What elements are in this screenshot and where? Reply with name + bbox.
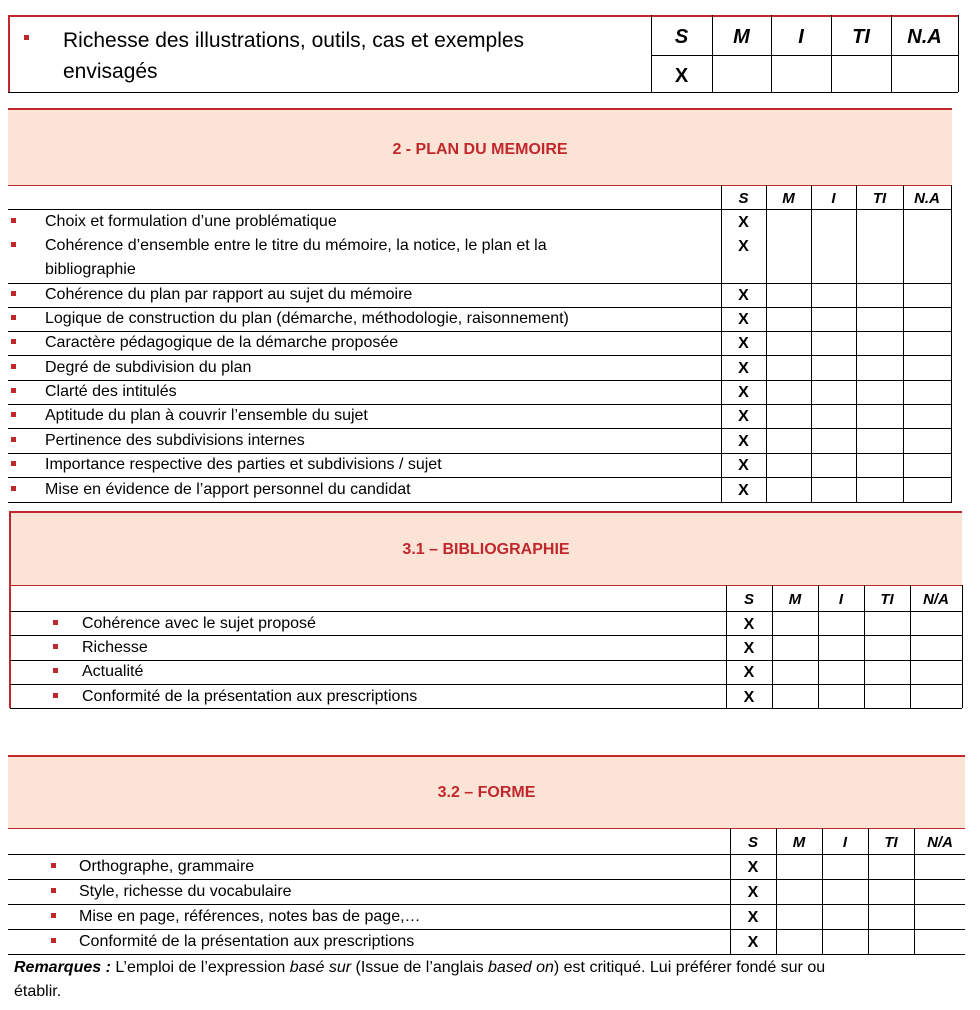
header-i: I <box>798 26 804 48</box>
header-i: I <box>831 190 836 207</box>
top-block-top-border <box>8 15 958 17</box>
remarks-italic-term: basé sur <box>289 959 352 976</box>
header-ti: TI <box>880 591 894 608</box>
mark-cell: X <box>747 934 759 951</box>
bullet-icon <box>11 461 16 466</box>
top-block-header-divider <box>651 55 958 56</box>
mark-cell: X <box>738 482 749 499</box>
header-s: S <box>674 26 689 48</box>
criterion-label: Cohérence du plan par rapport au sujet du mémoire <box>45 286 413 303</box>
bullet-icon <box>24 35 29 40</box>
grid-line <box>10 708 962 709</box>
grid-line <box>10 611 962 612</box>
criterion-label: Degré de subdivision du plan <box>45 359 252 376</box>
remarks-text: (Issue de l’anglais <box>351 959 489 976</box>
remarks-line2: établir. <box>14 983 62 1000</box>
bullet-icon <box>51 863 56 868</box>
header-ti: TI <box>884 834 898 851</box>
mark-cell: X <box>747 884 759 901</box>
header-i: I <box>842 834 848 851</box>
header-i: I <box>838 591 844 608</box>
bullet-icon <box>11 242 16 247</box>
grid-line <box>951 185 952 502</box>
grid-line <box>962 585 963 708</box>
bullet-icon <box>11 486 16 491</box>
header-m: M <box>788 591 802 608</box>
mark-cell: X <box>738 433 749 450</box>
bullet-icon <box>11 412 16 417</box>
top-block-left-border <box>8 15 10 92</box>
header-s: S <box>738 190 749 207</box>
header-na: N.A <box>914 190 940 207</box>
grid-line <box>958 15 959 92</box>
header-ti: TI <box>872 190 887 207</box>
mark-cell: X <box>738 457 749 474</box>
mark-cell: X <box>738 384 749 401</box>
criterion-label: Conformité de la présentation aux prescriptions <box>82 688 418 705</box>
bullet-icon <box>11 388 16 393</box>
bullet-icon <box>11 339 16 344</box>
bullet-icon <box>11 437 16 442</box>
section-top-border <box>9 511 962 513</box>
mark-cell: X <box>743 664 755 681</box>
bullet-icon <box>53 620 58 625</box>
grid-line <box>8 954 965 955</box>
mark-cell: X <box>738 408 749 425</box>
mark-cell: X <box>738 360 749 377</box>
section-band-bottom <box>9 585 962 586</box>
criterion-label: Cohérence avec le sujet proposé <box>82 615 316 632</box>
criterion-label: Importance respective des parties et subdivisions / sujet <box>45 456 442 473</box>
header-m: M <box>792 834 806 851</box>
section-title: 3.1 – BIBLIOGRAPHIE <box>402 541 570 558</box>
mark-cell: X <box>743 640 755 657</box>
bullet-icon <box>51 888 56 893</box>
grid-line <box>8 502 952 503</box>
remarks-line1 <box>14 960 825 976</box>
criterion-label: Cohérence d’ensemble entre le titre du mémoire, la notice, le plan et la <box>45 237 547 254</box>
bullet-icon <box>53 693 58 698</box>
grid-line <box>10 660 962 661</box>
bullet-icon <box>11 364 16 369</box>
criterion-label: Clarté des intitulés <box>45 383 177 400</box>
mark-cell: X <box>743 689 755 706</box>
top-criterion-line1: Richesse des illustrations, outils, cas et exemples <box>63 29 525 52</box>
section-title: 2 - PLAN DU MEMOIRE <box>392 141 568 158</box>
section-top-border <box>8 755 965 757</box>
remarks-text: L’emploi de l’expression <box>110 959 290 976</box>
criterion-label: Conformité de la présentation aux prescriptions <box>79 933 415 950</box>
header-na: N/A <box>923 591 949 608</box>
grid-line <box>856 185 857 502</box>
mark-cell: X <box>738 311 749 328</box>
grid-line <box>766 185 767 502</box>
grid-line <box>811 185 812 502</box>
header-s: S <box>743 591 754 608</box>
header-m: M <box>733 26 750 48</box>
criterion-label: Actualité <box>82 663 144 680</box>
header-na: N.A <box>907 26 942 48</box>
criterion-label: Orthographe, grammaire <box>79 858 255 875</box>
criterion-label: Mise en évidence de l’apport personnel du candidat <box>45 481 411 498</box>
header-s: S <box>747 834 758 851</box>
criterion-label: Pertinence des subdivisions internes <box>45 432 305 449</box>
section-title: 3.2 – FORME <box>437 784 536 801</box>
criterion-label: Style, richesse du vocabulaire <box>79 883 292 900</box>
header-ti: TI <box>852 26 870 48</box>
mark-cell: X <box>738 287 749 304</box>
remarks-italic-term: based on <box>488 959 554 976</box>
criterion-label: Logique de construction du plan (démarche, méthodologie, raisonnement) <box>45 310 569 327</box>
grid-line <box>10 684 962 685</box>
bullet-icon <box>11 315 16 320</box>
criterion-label: Mise en page, références, notes bas de page,… <box>79 908 421 925</box>
criterion-label: Choix et formulation d’une problématique <box>45 213 337 230</box>
grid-line <box>10 635 962 636</box>
remarks-text: ) est critiqué. Lui préférer fondé sur ou <box>553 959 826 976</box>
top-block-bottom-border <box>8 92 958 93</box>
mark-cell: X <box>747 859 759 876</box>
mark-cell: X <box>738 214 749 231</box>
header-m: M <box>782 190 795 207</box>
mark-cell: X <box>738 335 749 352</box>
section-top-border <box>8 108 952 110</box>
top-criterion-line2: envisagés <box>63 60 158 83</box>
bullet-icon <box>51 913 56 918</box>
bullet-icon <box>51 938 56 943</box>
grid-line <box>903 185 904 502</box>
criterion-label: Caractère pédagogique de la démarche proposée <box>45 334 399 351</box>
bullet-icon <box>53 644 58 649</box>
criterion-label-continued: bibliographie <box>45 261 136 278</box>
bullet-icon <box>11 291 16 296</box>
remarks-label: Remarques : <box>14 959 111 976</box>
mark-cell: X <box>738 238 749 255</box>
header-na: N/A <box>927 834 953 851</box>
mark-cell: X <box>747 909 759 926</box>
mark-cell: X <box>743 616 755 633</box>
mark-cell: X <box>674 65 689 87</box>
criterion-label: Aptitude du plan à couvrir l’ensemble du sujet <box>45 407 368 424</box>
bullet-icon <box>11 218 16 223</box>
criterion-label: Richesse <box>82 639 148 656</box>
bullet-icon <box>53 668 58 673</box>
